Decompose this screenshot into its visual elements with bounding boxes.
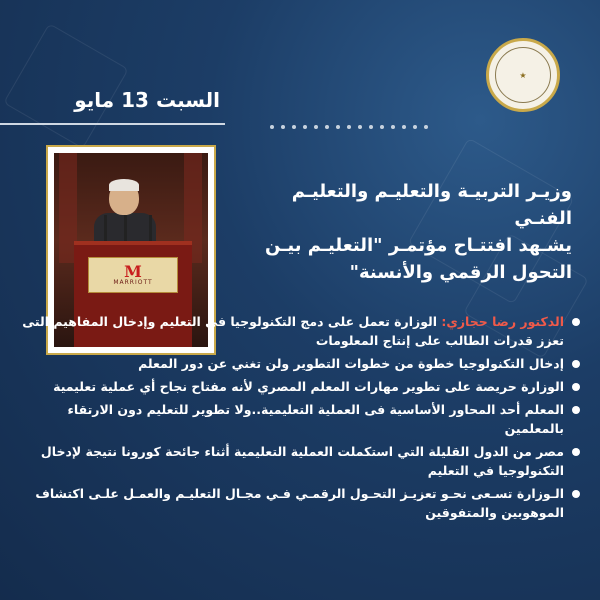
bullet-icon <box>572 490 580 498</box>
date-underline <box>0 123 225 125</box>
list-item <box>20 377 580 396</box>
marriott-brand-text: MARRIOTT <box>113 278 153 286</box>
marriott-logo: M <box>124 261 142 281</box>
bullet-text: الـوزارة تسـعى نحـو تعزيـز التحـول الرقمـي فـي مجـال التعليـم والعمـل علـى اكتشاف الموهوبين والمتفوقين <box>35 486 564 520</box>
headline <box>242 178 572 286</box>
bullet-text: إدخال التكنولوجيا خطوة من خطوات التطوير ولن تغني عن دور المعلم <box>138 356 564 371</box>
date-label: السبت 13 مايو <box>74 88 220 112</box>
speaker-name: الدكتور رضا حجازي: <box>441 314 564 329</box>
bullet-list <box>20 312 580 526</box>
list-item <box>20 354 580 373</box>
ministry-logo <box>486 38 560 112</box>
list-item <box>20 400 580 438</box>
podium-sign <box>88 257 178 293</box>
bullet-icon <box>572 448 580 456</box>
decorative-dots <box>270 125 428 129</box>
list-item <box>20 484 580 522</box>
bullet-text: المعلم أحد المحاور الأساسية فى العملية التعليمية..ولا تطوير للتعليم دون الارتقاء بالمعلمين <box>67 402 564 436</box>
bullet-text: الوزارة تعمل على دمج التكنولوجيا فى التعليم وإدخال المفاهيم التى تعزز قدرات الطالب على إنتاج المعلومات <box>22 314 564 348</box>
bullet-icon <box>572 383 580 391</box>
headline-line: يشـهد افتتـاح مؤتمـر "التعليـم بيـن <box>265 235 572 256</box>
bullet-icon <box>572 318 580 326</box>
list-item <box>20 442 580 480</box>
bullet-icon <box>572 406 580 414</box>
list-item <box>20 312 580 350</box>
headline-line: وزيـر التربيـة والتعليـم والتعليـم الفنـي <box>291 181 572 229</box>
headline-line: التحول الرقمي والأنسنة" <box>349 262 572 283</box>
ministry-eagle-seal-icon: ★ <box>495 47 551 103</box>
bullet-text: مصر من الدول القليلة التي استكملت العملية التعليمية أثناء جائحة كورونا نتيجة لإدخال التكنولوجيا في التعليم <box>40 444 564 478</box>
bullet-icon <box>572 360 580 368</box>
bullet-text: الوزارة حريصة على تطوير مهارات المعلم المصري لأنه مفتاح نجاح أي عملية تعليمية <box>53 379 564 394</box>
background-hexagon <box>3 23 129 149</box>
